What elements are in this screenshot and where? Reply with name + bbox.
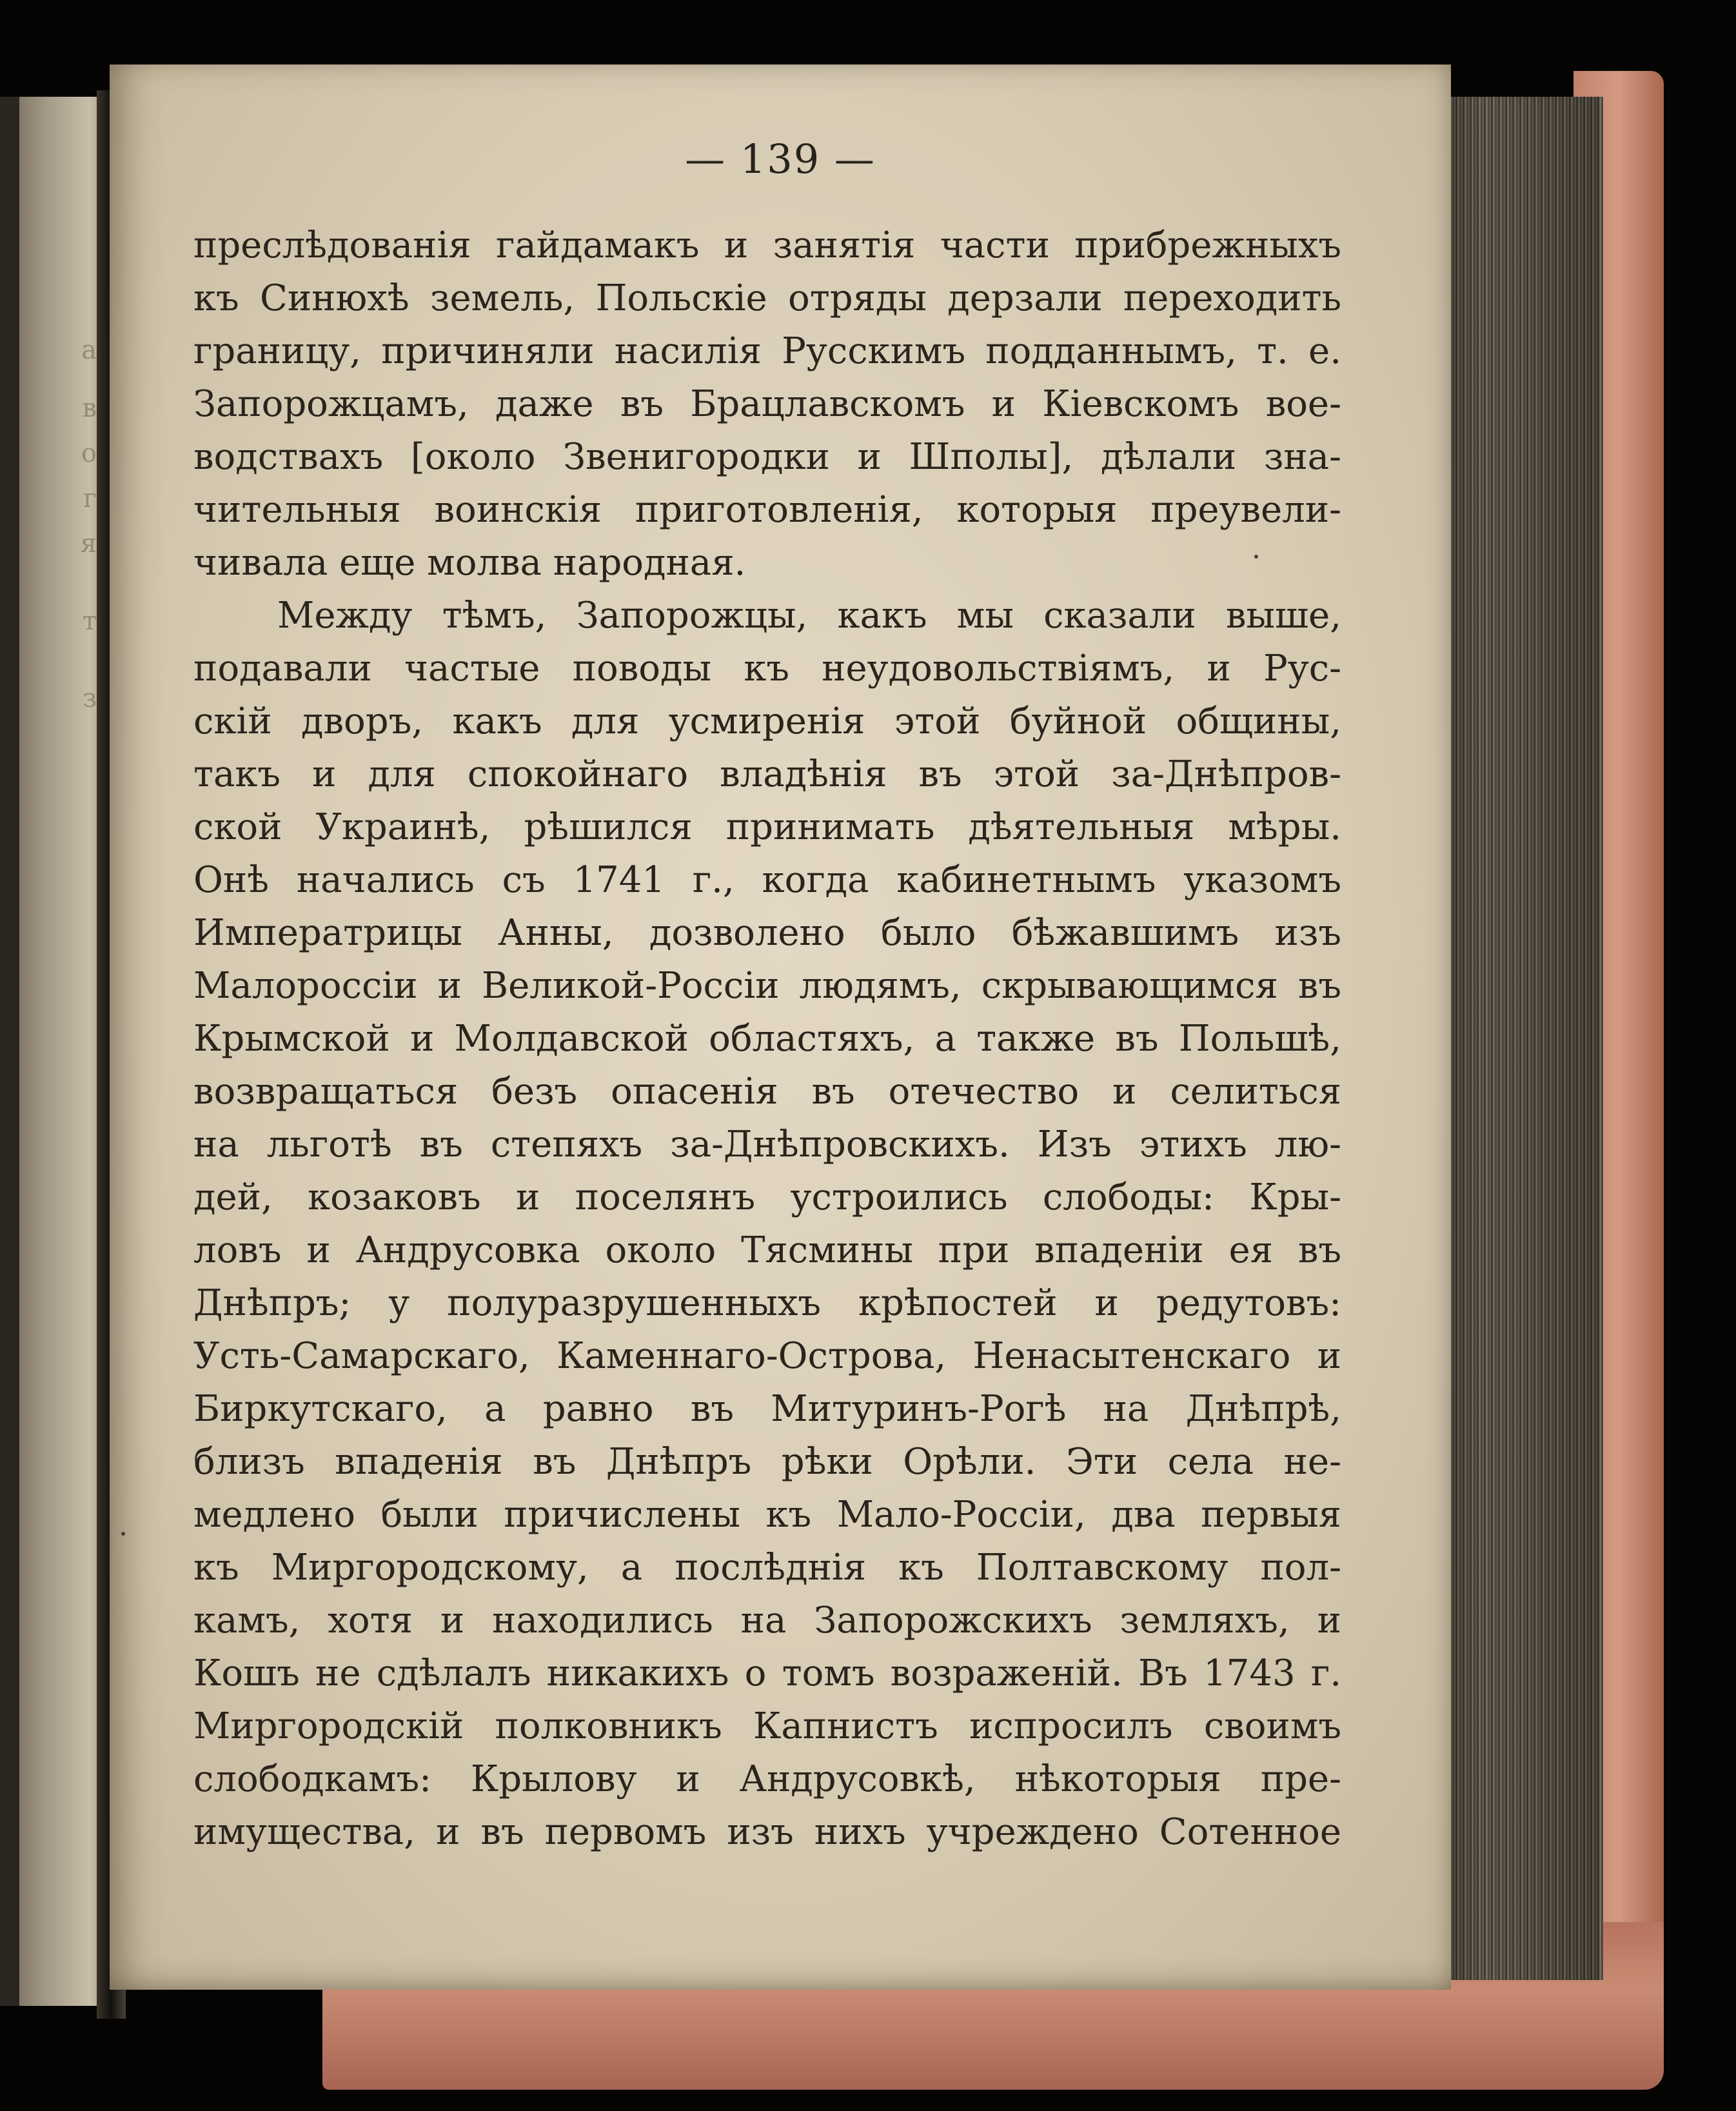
text-line: Императрицы Анны, дозволено было бѣжавшимъ изъ <box>193 912 1341 954</box>
text-line: камъ, хотя и находились на Запорожскихъ земляхъ, и <box>193 1600 1341 1641</box>
text-line-paragraph-start: Между тѣмъ, Запорожцы, какъ мы сказали выше, <box>277 595 1341 637</box>
text-line: Крымской и Молдавской областяхъ, а также въ Польшѣ, <box>193 1018 1341 1060</box>
text-line: имущества, и въ первомъ изъ нихъ учреждено Сотенное <box>193 1811 1341 1853</box>
text-line: водствахъ [около Звенигородки и Шполы], дѣлали зна- <box>193 436 1341 478</box>
text-line: возвращаться безъ опасенія въ отечество и селиться <box>193 1071 1341 1113</box>
left-page-fragment: г <box>83 484 97 513</box>
text-line: Усть-Самарскаго, Каменнаго-Острова, Ненасытенскаго и <box>193 1335 1341 1377</box>
text-line: границу, причиняли насилія Русскимъ подданнымъ, т. е. <box>193 330 1341 372</box>
text-line: чивала еще молва народная. <box>193 542 746 584</box>
text-line: на льготѣ въ степяхъ за-Днѣпровскихъ. Изъ этихъ лю- <box>193 1124 1341 1165</box>
text-line: медлено были причислены къ Мало-Россіи, два первыя <box>193 1494 1341 1536</box>
paper-speck <box>1254 555 1258 559</box>
text-line: чительныя воинскія приготовленія, которыя преувели- <box>193 489 1341 531</box>
text-line: Миргородскій полковникъ Капнистъ испросилъ своимъ <box>193 1705 1341 1747</box>
text-line: скій дворъ, какъ для усмиренія этой буйной общины, <box>193 700 1341 742</box>
paper-speck <box>121 1532 125 1536</box>
text-line: Днѣпръ; у полуразрушенныхъ крѣпостей и редутовъ: <box>193 1282 1341 1324</box>
text-line: слободкамъ: Крылову и Андрусовкѣ, нѣкоторыя пре- <box>193 1758 1341 1800</box>
text-line: преслѣдованія гайдамакъ и занятія части прибрежныхъ <box>193 224 1341 266</box>
text-line: ской Украинѣ, рѣшился принимать дѣятельныя мѣры. <box>193 806 1341 848</box>
left-page-fragment: т <box>82 606 97 636</box>
left-page-fragment: з <box>83 684 97 713</box>
page-text-block <box>193 219 1341 1859</box>
text-line: такъ и для спокойнаго владѣнія въ этой за-Днѣпров- <box>193 753 1341 795</box>
text-line: къ Миргородскому, а послѣднія къ Полтавскому пол- <box>193 1547 1341 1589</box>
left-page-fragment: в <box>82 393 97 423</box>
text-line: Кошъ не сдѣлалъ никакихъ о томъ возраженій. Въ 1743 г. <box>193 1652 1341 1694</box>
text-line: подавали частые поводы къ неудовольствіямъ, и Рус- <box>193 648 1341 689</box>
text-line: къ Синюхѣ земель, Польскіе отряды дерзали переходить <box>193 277 1341 319</box>
text-line: дей, козаковъ и поселянъ устроились слободы: Кры- <box>193 1176 1341 1218</box>
text-line: Биркутскаго, а равно въ Митуринъ-Рогѣ на Днѣпрѣ, <box>193 1388 1341 1430</box>
left-page-fragment: я <box>80 529 97 559</box>
text-line: Запорожцамъ, даже въ Брацлавскомъ и Кіевскомъ вое- <box>193 383 1341 425</box>
text-line: Малороссіи и Великой-Россіи людямъ, скрывающимся въ <box>193 965 1341 1007</box>
text-line: близъ впаденія въ Днѣпръ рѣки Орѣли. Эти села не- <box>193 1441 1341 1483</box>
book-page <box>110 64 1451 1990</box>
left-page-fragment: а <box>81 335 97 365</box>
text-line: Онѣ начались съ 1741 г., когда кабинетнымъ указомъ <box>193 859 1341 901</box>
left-page-fragment: о <box>81 439 97 468</box>
page-number: — 139 — <box>685 135 876 183</box>
left-page-edge <box>0 97 19 2006</box>
text-line: ловъ и Андрусовка около Тясмины при впаденіи ея въ <box>193 1229 1341 1271</box>
page-edges-shade <box>1435 97 1599 1980</box>
